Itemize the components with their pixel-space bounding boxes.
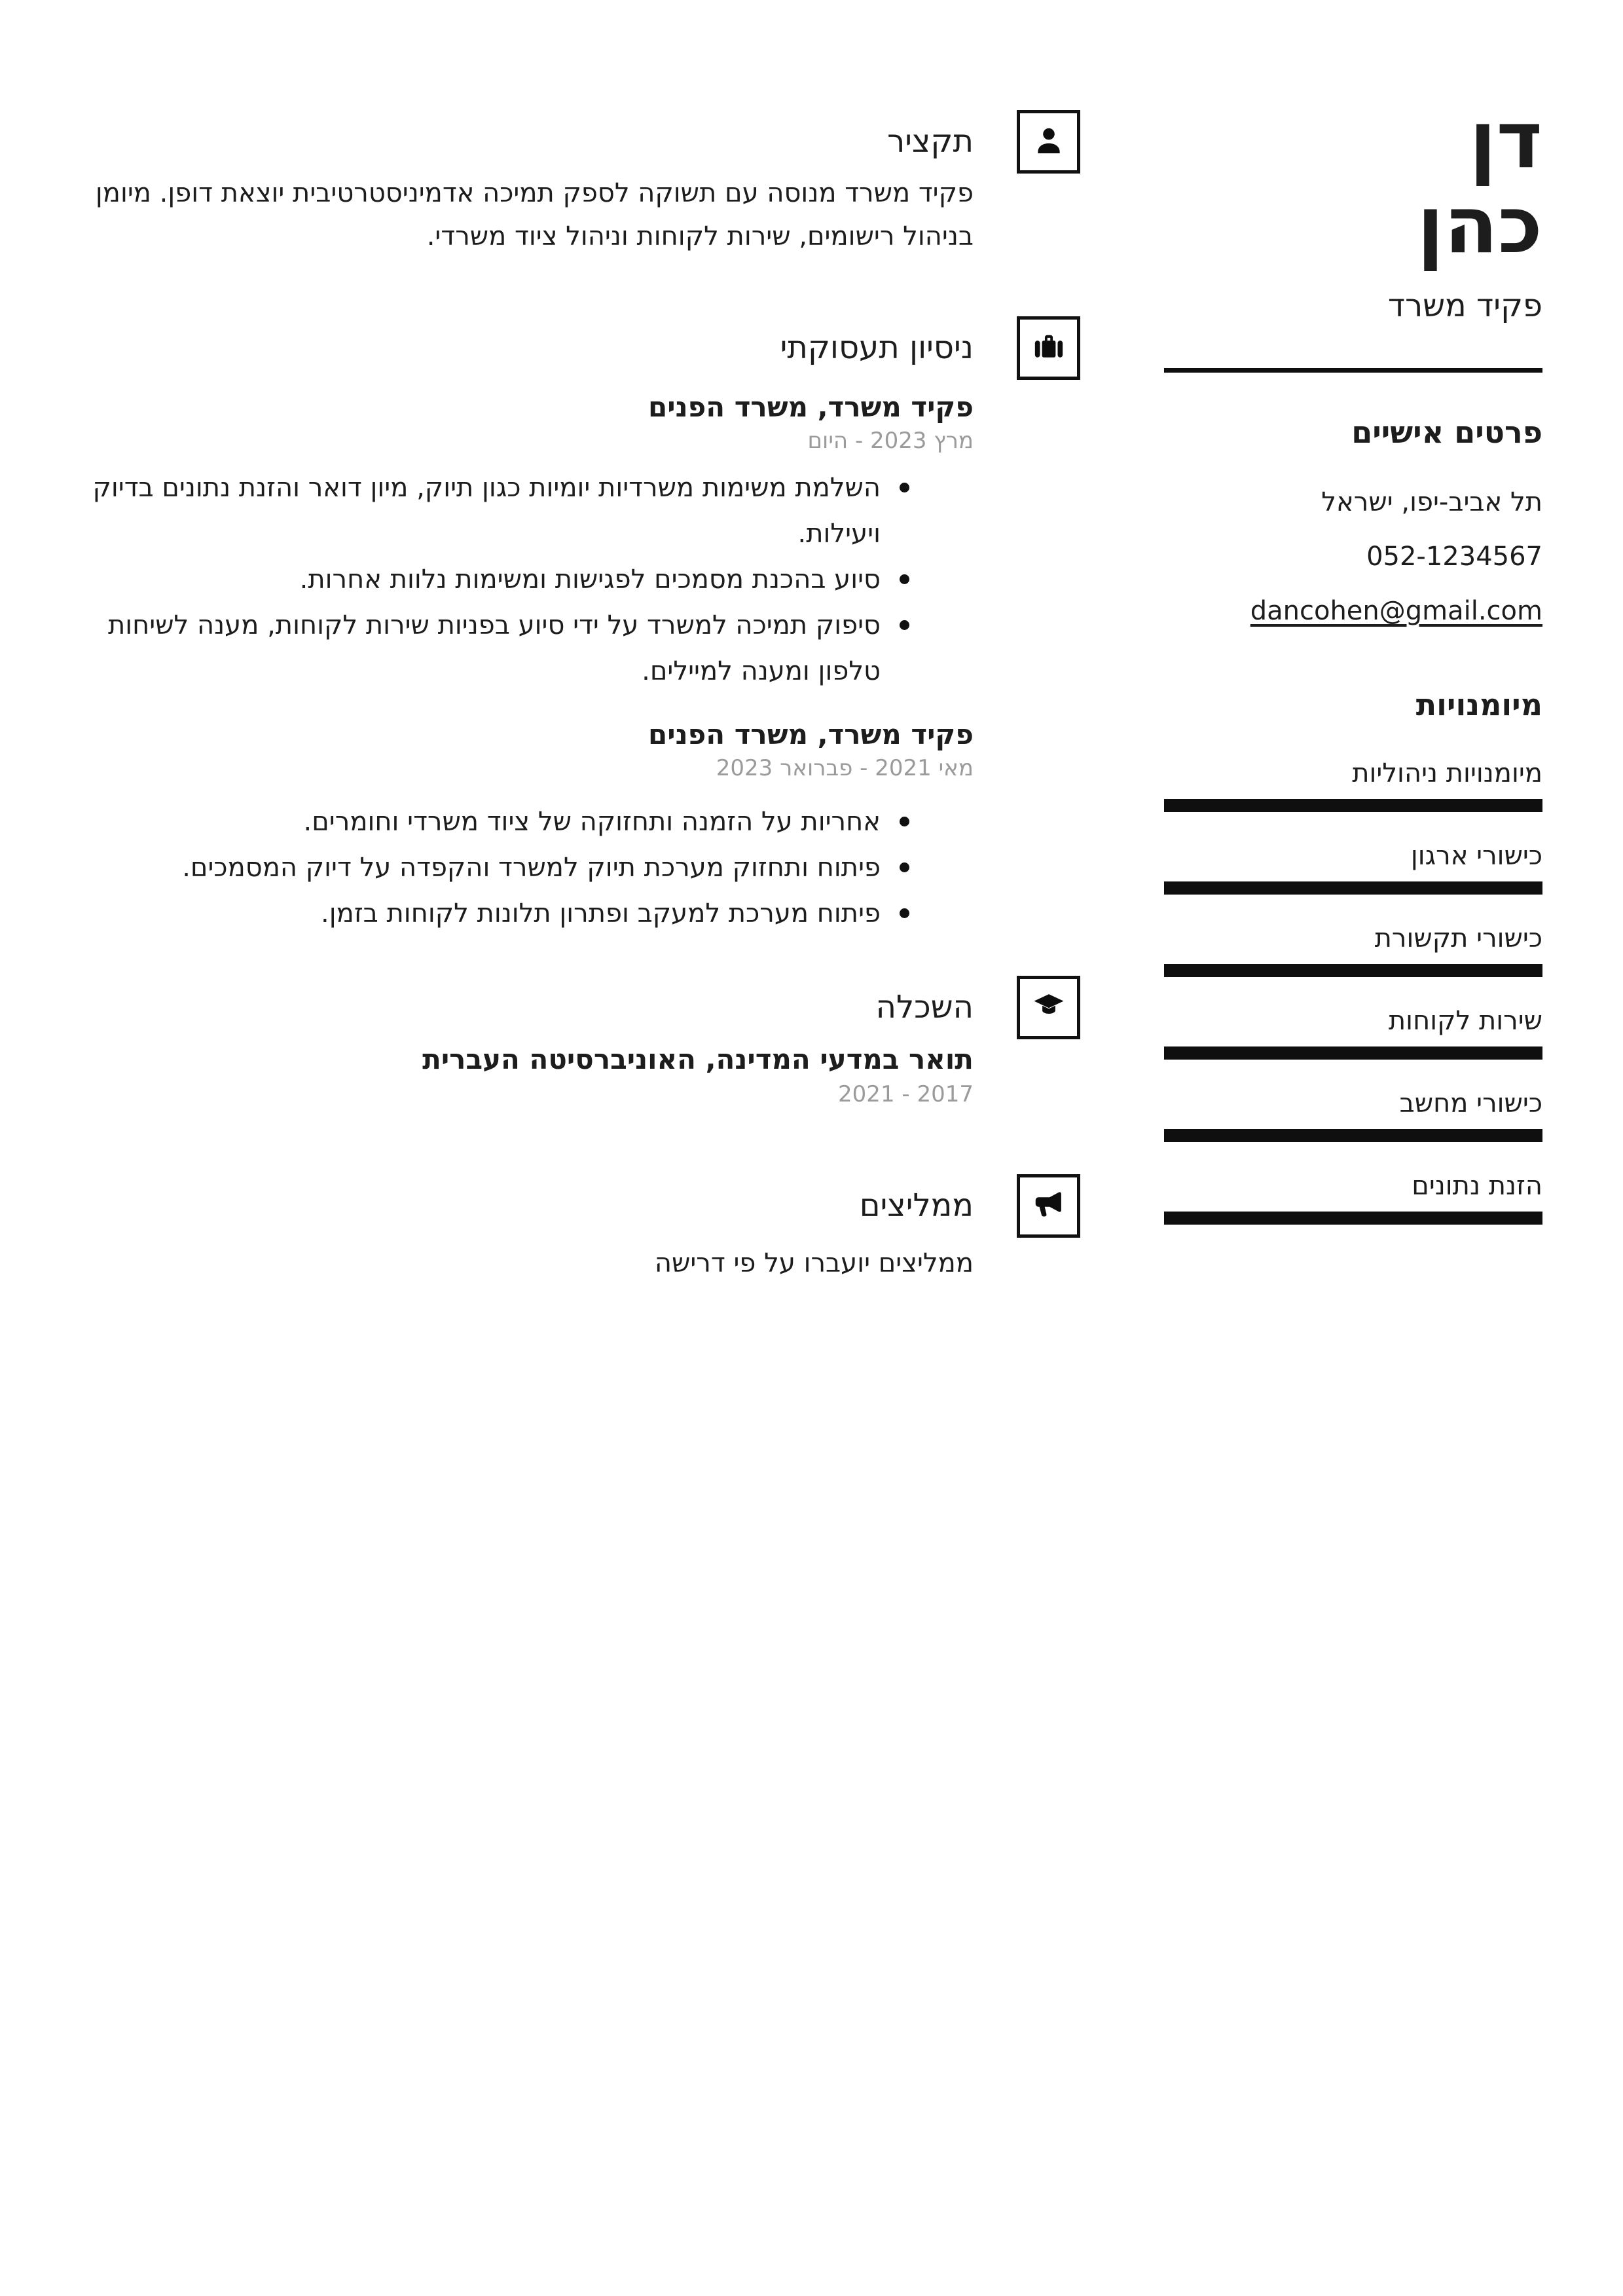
megaphone-icon [1031,1187,1067,1225]
graduation-cap-icon [1031,989,1067,1027]
summary-icon-box [1017,110,1080,174]
candidate-last-name: כהן [1417,180,1542,271]
skills-list [1164,757,1542,1252]
job-bullet: סיוע בהכנת מסמכים לפגישות ומשימות נלוות אחרות. [65,557,974,602]
email-link[interactable]: dancohen@gmail.com [1250,596,1542,626]
references-icon-box [1017,1174,1080,1238]
skill-bar-fill [1164,1129,1542,1142]
candidate-first-name: דן [1469,95,1542,186]
job-bullet: השלמת משימות משרדיות יומיות כגון תיוק, מיון דואר והזנת נתונים בדיוק ויעילות. [65,465,974,557]
skill-label: כישורי ארגון [1410,841,1542,871]
skill-item [1164,757,1542,812]
job-dates: מרץ 2023 - היום [807,428,974,454]
skill-label: שירות לקוחות [1388,1006,1542,1036]
skill-item [1164,1170,1542,1225]
job-bullet: אחריות על הזמנה ותחזוקה של ציוד משרדי וחומרים. [65,799,974,845]
skill-bar-fill [1164,964,1542,977]
contact-section-header: פרטים אישיים [1351,415,1542,450]
references-text: ממליצים יועברו על פי דרישה [654,1248,974,1278]
job-bullet-list [65,465,974,694]
skill-item [1164,1005,1542,1060]
skill-label: הזנת נתונים [1412,1171,1542,1201]
education-icon-box [1017,976,1080,1039]
job-bullet: סיפוק תמיכה למשרד על ידי סיוע בפניות שירות לקוחות, מענה לשיחות טלפון ומענה למיילים. [65,602,974,694]
contact-email [1164,584,1542,639]
skill-bar [1164,881,1542,895]
job-bullet-list [65,799,974,936]
education-section-header: השכלה [875,989,974,1026]
candidate-name [1164,95,1542,271]
summary-text: פקיד משרד מנוסה עם תשוקה לספק תמיכה אדמיניסטרטיבית יוצאת דופן. מיומן בניהול רישומים, שירות לקוחות וניהול ציוד משרדי. [95,178,974,251]
job-bullet: פיתוח ותחזוק מערכת תיוק למשרד והקפדה על דיוק המסמכים. [65,845,974,891]
contact-details [1164,475,1542,639]
skills-section-header: מיומנויות [1415,687,1542,722]
skill-bar [1164,1212,1542,1225]
skill-bar [1164,964,1542,977]
skill-bar-fill [1164,1212,1542,1225]
references-section-header: ממליצים [859,1187,974,1224]
skill-bar-fill [1164,881,1542,895]
sidebar-divider [1164,368,1542,373]
skill-label: כישורי תקשורת [1374,923,1542,954]
skill-label: כישורי מחשב [1399,1088,1542,1119]
skill-item [1164,1087,1542,1142]
skill-item [1164,840,1542,895]
education-dates: 2017 - 2021 [838,1081,974,1107]
experience-section-header: ניסיון תעסוקתי [780,329,974,366]
skill-label: מיומנויות ניהוליות [1352,758,1542,788]
briefcase-icon [1031,329,1067,367]
person-icon [1031,123,1067,161]
summary-section-header: תקציר [887,123,974,160]
job-bullet: פיתוח מערכת למעקב ופתרון תלונות לקוחות בזמן. [65,891,974,936]
candidate-job-title: פקיד משרד [1387,287,1542,324]
skill-bar [1164,1046,1542,1060]
skill-bar [1164,799,1542,812]
contact-location: תל אביב-יפו, ישראל [1321,487,1542,517]
experience-icon-box [1017,316,1080,380]
skill-bar-fill [1164,799,1542,812]
job-title: פקיד משרד, משרד הפנים [648,718,974,750]
job-title: פקיד משרד, משרד הפנים [648,391,974,423]
job-dates: מאי 2021 - פברואר 2023 [716,755,974,781]
education-degree: תואר במדעי המדינה, האוניברסיטה העברית [422,1043,974,1075]
skill-bar-fill [1164,1046,1542,1060]
skill-bar [1164,1129,1542,1142]
contact-phone: 052-1234567 [1366,542,1542,572]
skill-item [1164,922,1542,977]
